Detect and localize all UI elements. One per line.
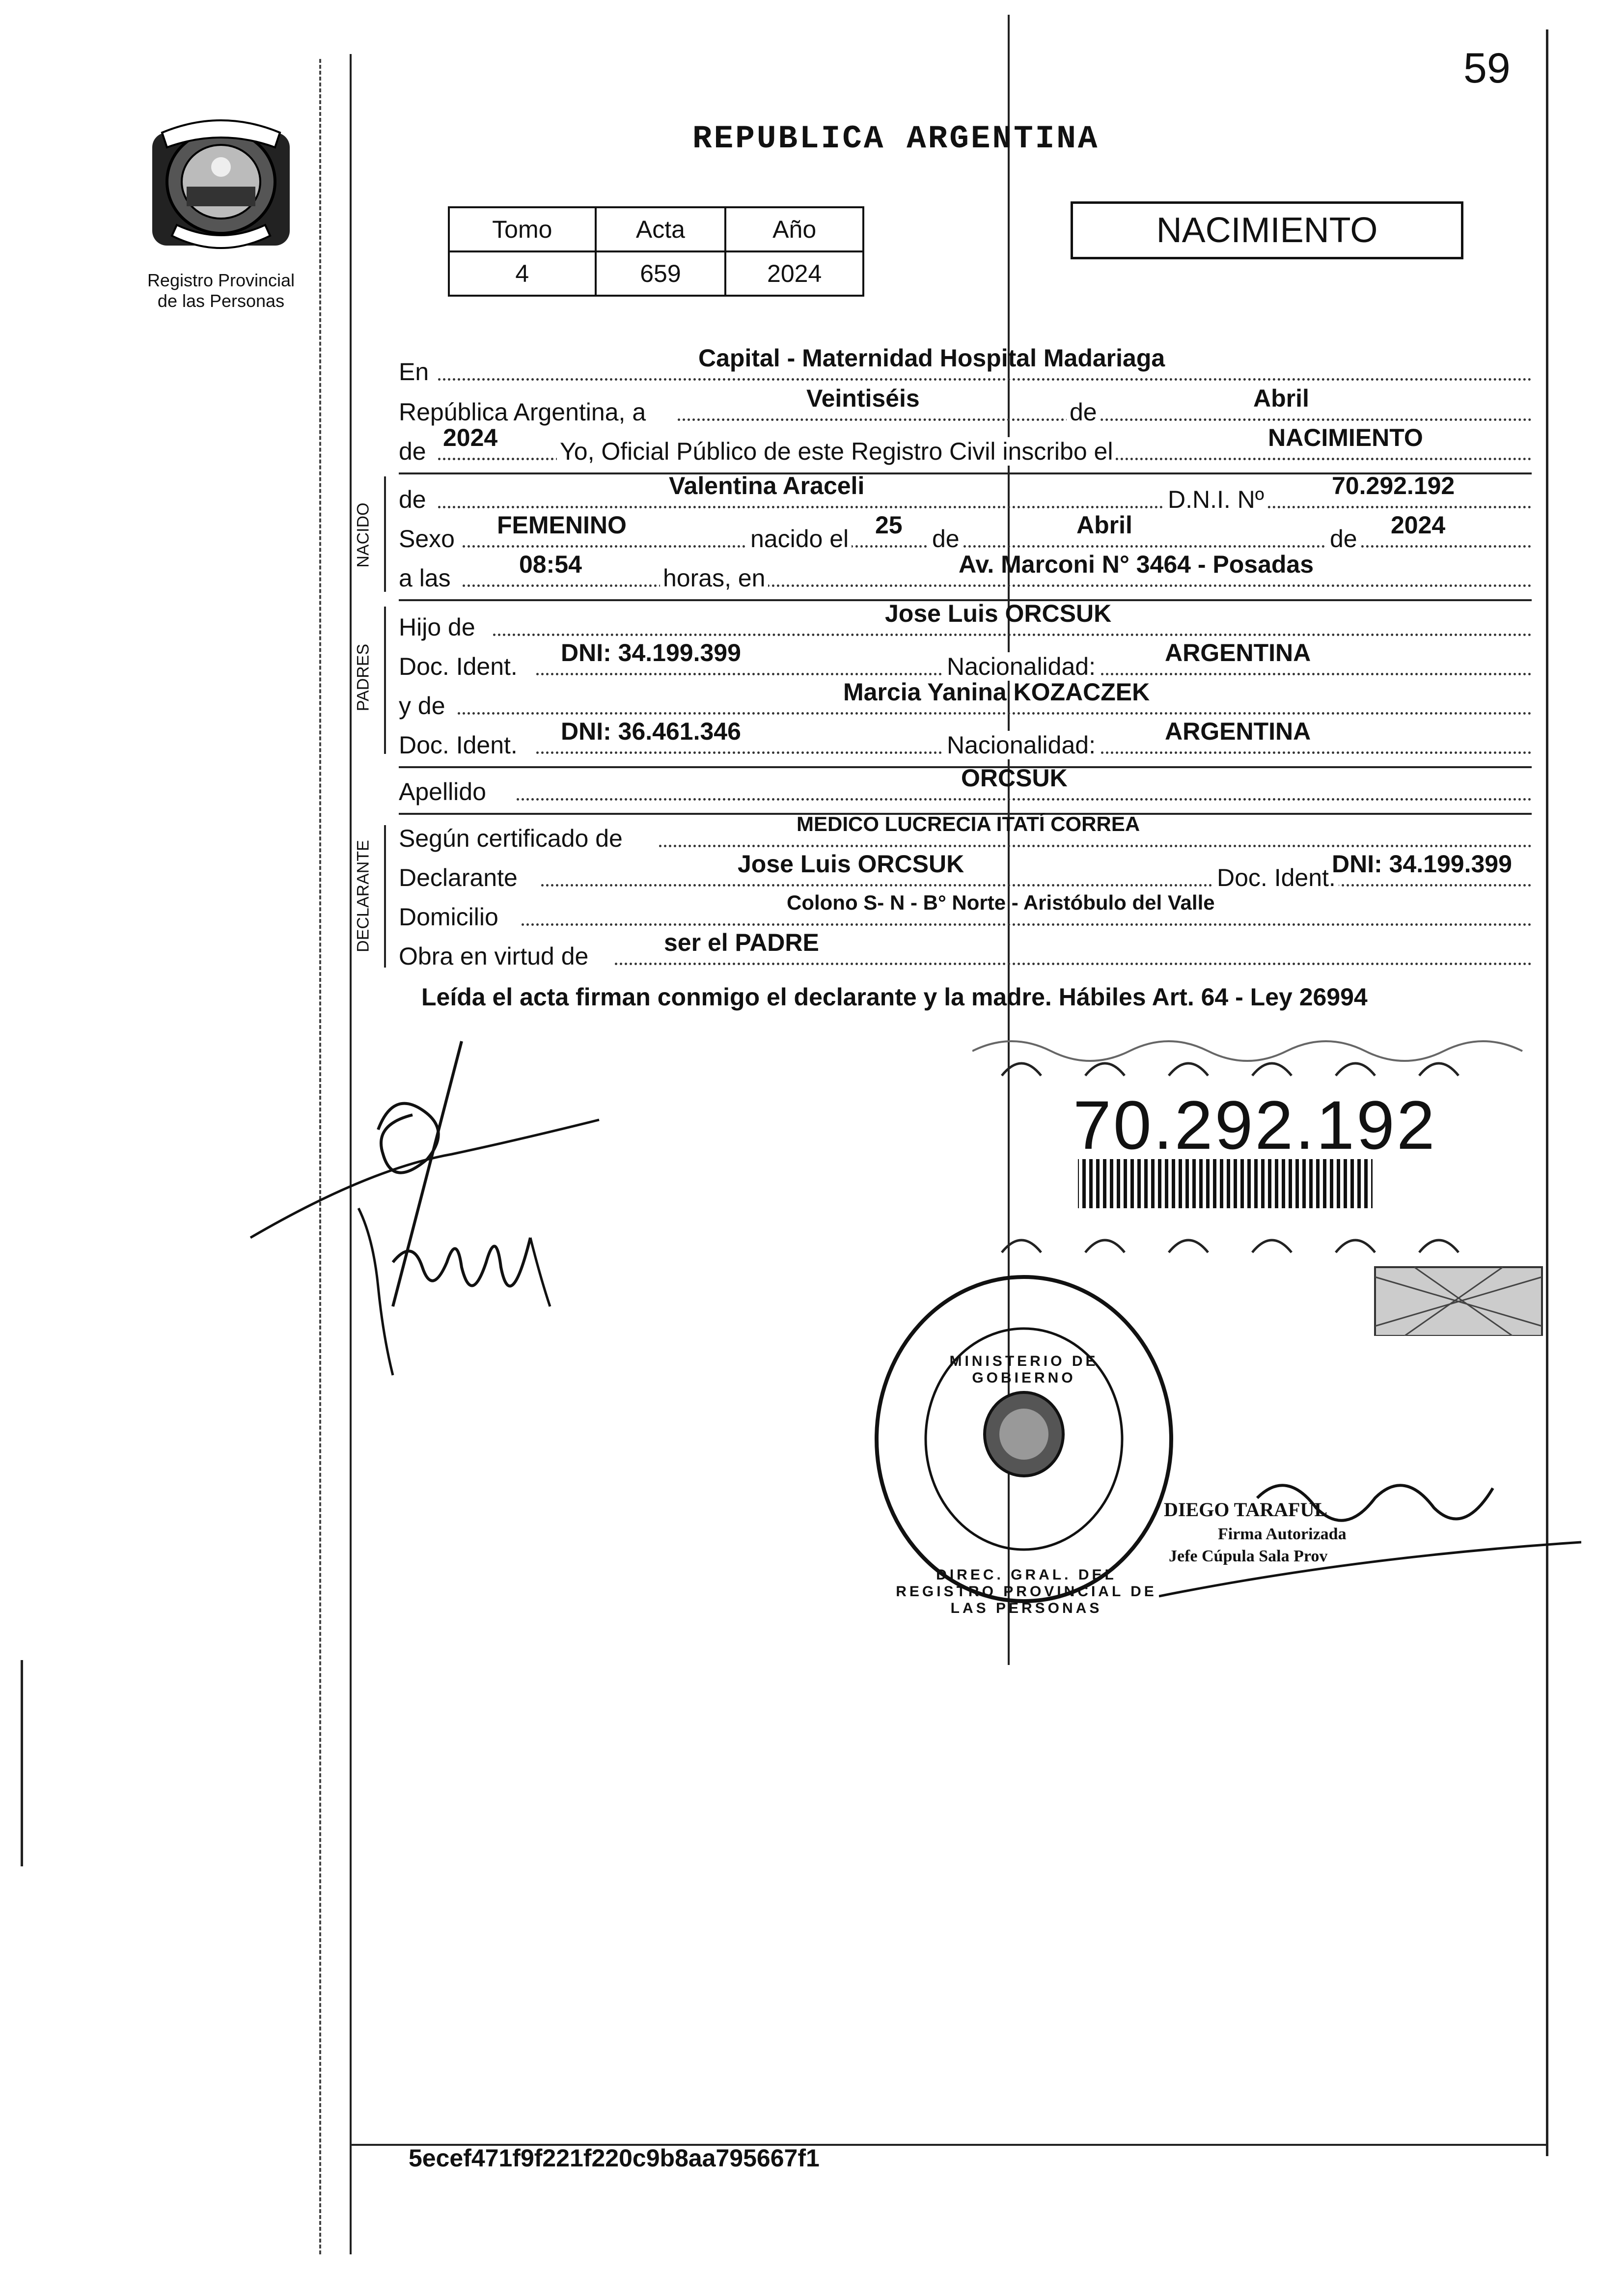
document-hash: 5ecef471f9f221f220c9b8aa795667f1 — [409, 2144, 820, 2172]
label-father-doc: Doc. Ident. — [399, 653, 518, 680]
value-birth-day: 25 — [875, 511, 903, 539]
label-a-las: a las — [399, 564, 451, 592]
label-nacido-el: nacido el — [747, 525, 852, 553]
value-month: Abril — [1253, 385, 1309, 412]
row-mother-doc — [399, 717, 1532, 759]
dots-hijo-de — [493, 634, 1532, 636]
value-father-doc: DNI: 34.199.399 — [561, 639, 741, 666]
row-obra — [399, 928, 1532, 968]
province-logo — [142, 113, 300, 260]
label-declarante-doc: Doc. Ident. — [1214, 863, 1339, 892]
registry-value-row — [449, 251, 863, 296]
seal-inner-text: MINISTERIO DE GOBIERNO — [949, 1353, 1099, 1386]
value-birth-month: Abril — [1076, 511, 1132, 539]
seal-circle-icon — [869, 1267, 1179, 1611]
label-y-de: y de — [399, 692, 445, 720]
label-apellido: Apellido — [399, 778, 486, 805]
dots-republica — [678, 418, 1532, 421]
dots-certificado — [659, 845, 1532, 847]
padres-section-label: PADRES — [354, 643, 373, 712]
value-mother-doc: DNI: 36.461.346 — [561, 718, 741, 745]
padres-bar — [384, 607, 386, 754]
signer-name: DIEGO TARAFUL — [1164, 1498, 1328, 1521]
nacido-bar — [384, 476, 386, 592]
authorized-signature-block — [1159, 1469, 1581, 1616]
value-nacido-name: Valentina Araceli — [669, 472, 865, 499]
act-type-box: NACIMIENTO — [1071, 201, 1463, 259]
declarant-signature — [246, 1031, 629, 1405]
label-hijo-de: Hijo de — [399, 613, 475, 641]
dots-y-de — [458, 712, 1532, 715]
logo-caption-line2: de las Personas — [157, 291, 285, 311]
dots-obra — [615, 963, 1532, 965]
label-birth-de: de — [929, 525, 963, 553]
value-declarante-name: Jose Luis ORCSUK — [738, 850, 964, 878]
row-apellido — [399, 764, 1532, 803]
declarante-section-label: DECLARANTE — [354, 840, 373, 952]
label-nacido-de: de — [399, 486, 426, 513]
row-y-de — [399, 678, 1532, 720]
scan-edge-mark — [21, 1660, 23, 1866]
dots-en — [438, 378, 1532, 381]
label-en: En — [399, 358, 429, 386]
label-mother-nac: Nacionalidad: — [944, 731, 1099, 759]
document-title: REPUBLICA ARGENTINA — [692, 120, 1100, 157]
registry-value-anio: 2024 — [725, 251, 863, 296]
nacido-section-label: NACIDO — [354, 502, 373, 568]
label-dni: D.N.I. Nº — [1165, 485, 1267, 514]
registry-value-tomo: 4 — [449, 251, 596, 296]
row-declarante — [399, 850, 1532, 889]
dots-sexo — [463, 545, 1532, 548]
dots-declarante — [541, 884, 1532, 887]
label-domicilio: Domicilio — [399, 903, 498, 931]
seal-outer-text: DIREC. GRAL. DEL REGISTRO PROVINCIAL DE LAS PERSONAS — [896, 1567, 1157, 1616]
logo-caption — [118, 270, 324, 311]
label-obra: Obra en virtud de — [399, 943, 589, 970]
value-place: Capital - Maternidad Hospital Madariaga — [698, 344, 1165, 372]
label-birth-de2: de — [1327, 525, 1360, 553]
value-sexo: FEMENINO — [497, 511, 627, 539]
label-de: de — [1067, 398, 1100, 426]
registry-header-acta: Acta — [596, 207, 726, 251]
dots-nacido-name — [438, 506, 1532, 508]
value-father-name: Jose Luis ORCSUK — [885, 600, 1112, 627]
registry-value-acta: 659 — [596, 251, 726, 296]
value-day-words: Veintiséis — [806, 385, 920, 412]
signer-office: Jefe Cúpula Sala Prov — [1169, 1547, 1328, 1565]
row-nacido-name — [399, 471, 1532, 511]
row-hijo-de — [399, 599, 1532, 641]
declarante-bar — [384, 825, 386, 968]
label-horas-en: horas, en — [660, 564, 768, 592]
security-stamp-number: 70.292.192 — [1073, 1086, 1437, 1164]
logo-caption-line1: Registro Provincial — [147, 270, 295, 290]
value-certificado: MEDICO LUCRECIA ITATÍ CORREA — [797, 812, 1140, 835]
value-birth-address: Av. Marconi N° 3464 - Posadas — [959, 551, 1314, 578]
signer-role: Firma Autorizada — [1218, 1525, 1347, 1543]
value-act-name: NACIMIENTO — [1268, 424, 1423, 451]
label-republica: República Argentina, a — [399, 398, 646, 426]
registry-header-tomo: Tomo — [449, 207, 596, 251]
label-sexo: Sexo — [399, 525, 455, 553]
label-certificado: Según certificado de — [399, 825, 623, 852]
value-apellido: ORCSUK — [961, 764, 1068, 792]
row-hora — [399, 550, 1532, 592]
dots-apellido — [517, 798, 1532, 801]
province-emblem-icon — [142, 113, 300, 260]
official-seal — [869, 1267, 1179, 1616]
label-oficial: Yo, Oficial Público de este Registro Civil inscribo el — [557, 437, 1116, 466]
value-obra: ser el PADRE — [664, 929, 819, 956]
row-domicilio — [399, 889, 1532, 931]
closing-text: Leída el acta firman conmigo el declarante y la madre. Hábiles Art. 64 - Ley 26994 — [421, 983, 1368, 1011]
value-domicilio: Colono S- N - B° Norte - Aristóbulo del Valle — [787, 891, 1215, 914]
label-declarante: Declarante — [399, 864, 518, 891]
label-mother-doc: Doc. Ident. — [399, 731, 518, 759]
label-de-year: de — [399, 438, 426, 465]
row-en — [399, 344, 1532, 386]
value-father-nationality: ARGENTINA — [1165, 639, 1311, 666]
dots-domicilio — [522, 923, 1532, 926]
row-father-doc — [399, 638, 1532, 678]
page-number: 59 — [1463, 45, 1511, 92]
value-dni: 70.292.192 — [1332, 472, 1455, 499]
dots-hora — [463, 584, 1532, 587]
row-sexo — [399, 511, 1532, 553]
value-birth-year: 2024 — [1391, 511, 1446, 539]
value-year: 2024 — [443, 424, 498, 451]
row-republica — [399, 384, 1532, 426]
registry-header-row — [449, 207, 863, 251]
label-father-nac: Nacionalidad: — [944, 652, 1099, 681]
value-mother-name: Marcia Yanina KOZACZEK — [843, 678, 1150, 706]
registry-header-anio: Año — [725, 207, 863, 251]
value-declarante-doc: DNI: 34.199.399 — [1332, 850, 1512, 878]
value-time: 08:54 — [519, 551, 582, 578]
row-oficial — [399, 423, 1532, 463]
row-certificado — [399, 810, 1532, 850]
value-mother-nationality: ARGENTINA — [1165, 718, 1311, 745]
registry-table — [448, 206, 864, 297]
